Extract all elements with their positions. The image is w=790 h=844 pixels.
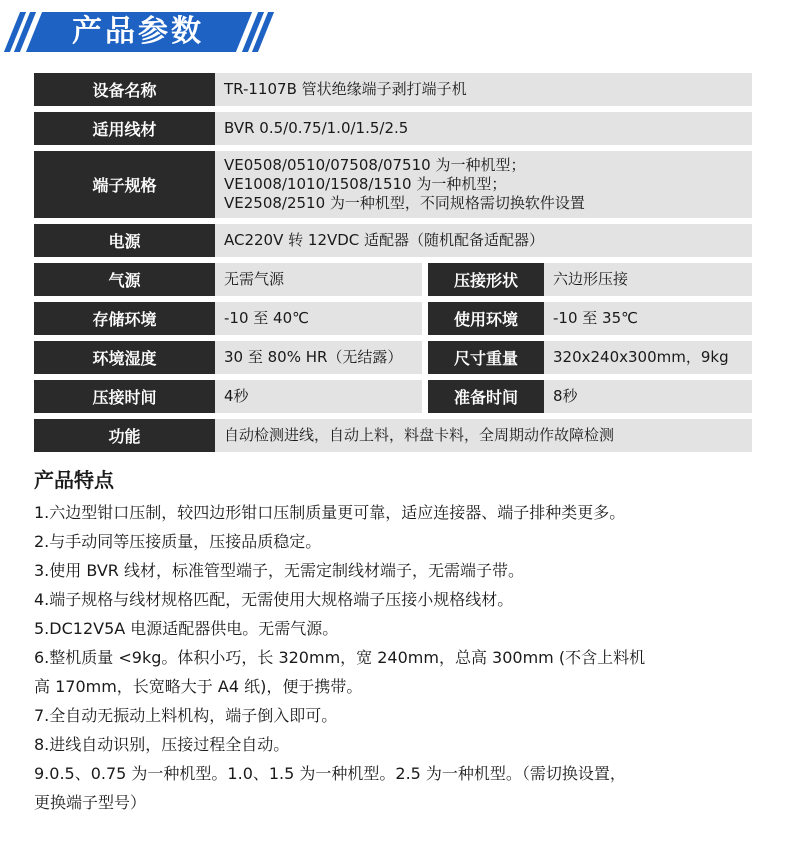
spec-row-humidity [34, 341, 752, 374]
feature-item: 6.整机质量 <9kg。体积小巧，长 320mm，宽 240mm，总高 300mm (不含上料机 [34, 648, 646, 667]
spec-value: -10 至 40℃ [215, 302, 422, 335]
feature-item: 5.DC12V5A 电源适配器供电。无需气源。 [34, 619, 339, 638]
spec-value: 320x240x300mm，9kg [544, 341, 752, 374]
spec-label: 压接形状 [428, 263, 544, 296]
feature-item: 4.端子规格与线材规格匹配，无需使用大规格端子压接小规格线材。 [34, 590, 514, 609]
spec-label: 功能 [34, 419, 215, 452]
spec-label: 存储环境 [34, 302, 215, 335]
spec-label: 准备时间 [428, 380, 544, 413]
feature-item: 3.使用 BVR 线材，标准管型端子，无需定制线材端子，无需端子带。 [34, 561, 524, 580]
features-section [34, 466, 764, 817]
feature-item: 7.全自动无振动上料机构，端子倒入即可。 [34, 706, 338, 725]
spec-label: 设备名称 [34, 73, 215, 106]
spec-value: TR-1107B 管状绝缘端子剥打端子机 [215, 73, 752, 106]
spec-label: 适用线材 [34, 112, 215, 145]
spec-row-wire [34, 112, 752, 145]
spec-row-device-name [34, 73, 752, 106]
spec-row-power [34, 224, 752, 257]
spec-row-terminal [34, 151, 752, 218]
spec-value: 自动检测进线，自动上料，料盘卡料，全周期动作故障检测 [215, 419, 752, 452]
features-title: 产品特点 [34, 468, 114, 492]
spec-row-time [34, 380, 752, 413]
feature-item: 更换端子型号） [34, 793, 147, 812]
feature-item: 高 170mm，长宽略大于 A4 纸)，便于携带。 [34, 677, 363, 696]
feature-item: 2.与手动同等压接质量，压接品质稳定。 [34, 532, 322, 551]
spec-value: 六边形压接 [544, 263, 752, 296]
spec-label: 使用环境 [428, 302, 544, 335]
spec-value-line: VE0508/0510/07508/07510 为一种机型； [224, 156, 526, 174]
spec-label: 压接时间 [34, 380, 215, 413]
features-list [34, 498, 764, 817]
spec-label: 环境湿度 [34, 341, 215, 374]
spec-value: 4秒 [215, 380, 422, 413]
spec-value: AC220V 转 12VDC 适配器（随机配备适配器） [215, 224, 752, 257]
spec-value-line: VE1008/1010/1508/1510 为一种机型； [224, 175, 507, 193]
spec-value-line: VE2508/2510 为一种机型，不同规格需切换软件设置 [224, 194, 585, 212]
spec-label: 端子规格 [34, 151, 215, 218]
section-banner [4, 12, 272, 52]
spec-label: 电源 [34, 224, 215, 257]
spec-row-environment [34, 302, 752, 335]
spec-row-air [34, 263, 752, 296]
spec-row-function [34, 419, 752, 452]
spec-label: 气源 [34, 263, 215, 296]
spec-value: -10 至 35℃ [544, 302, 752, 335]
spec-value: 30 至 80% HR（无结露） [215, 341, 422, 374]
feature-item: 9.0.5、0.75 为一种机型。1.0、1.5 为一种机型。2.5 为一种机型。（需切换设置， [34, 764, 626, 783]
spec-label: 尺寸重量 [428, 341, 544, 374]
spec-value-multiline [215, 151, 752, 218]
section-title: 产品参数 [72, 14, 204, 49]
spec-value: BVR 0.5/0.75/1.0/1.5/2.5 [215, 112, 752, 145]
spec-value: 8秒 [544, 380, 752, 413]
feature-item: 1.六边型钳口压制，较四边形钳口压制质量更可靠，适应连接器、端子排种类更多。 [34, 503, 626, 522]
spec-value: 无需气源 [215, 263, 422, 296]
feature-item: 8.进线自动识别，压接过程全自动。 [34, 735, 290, 754]
